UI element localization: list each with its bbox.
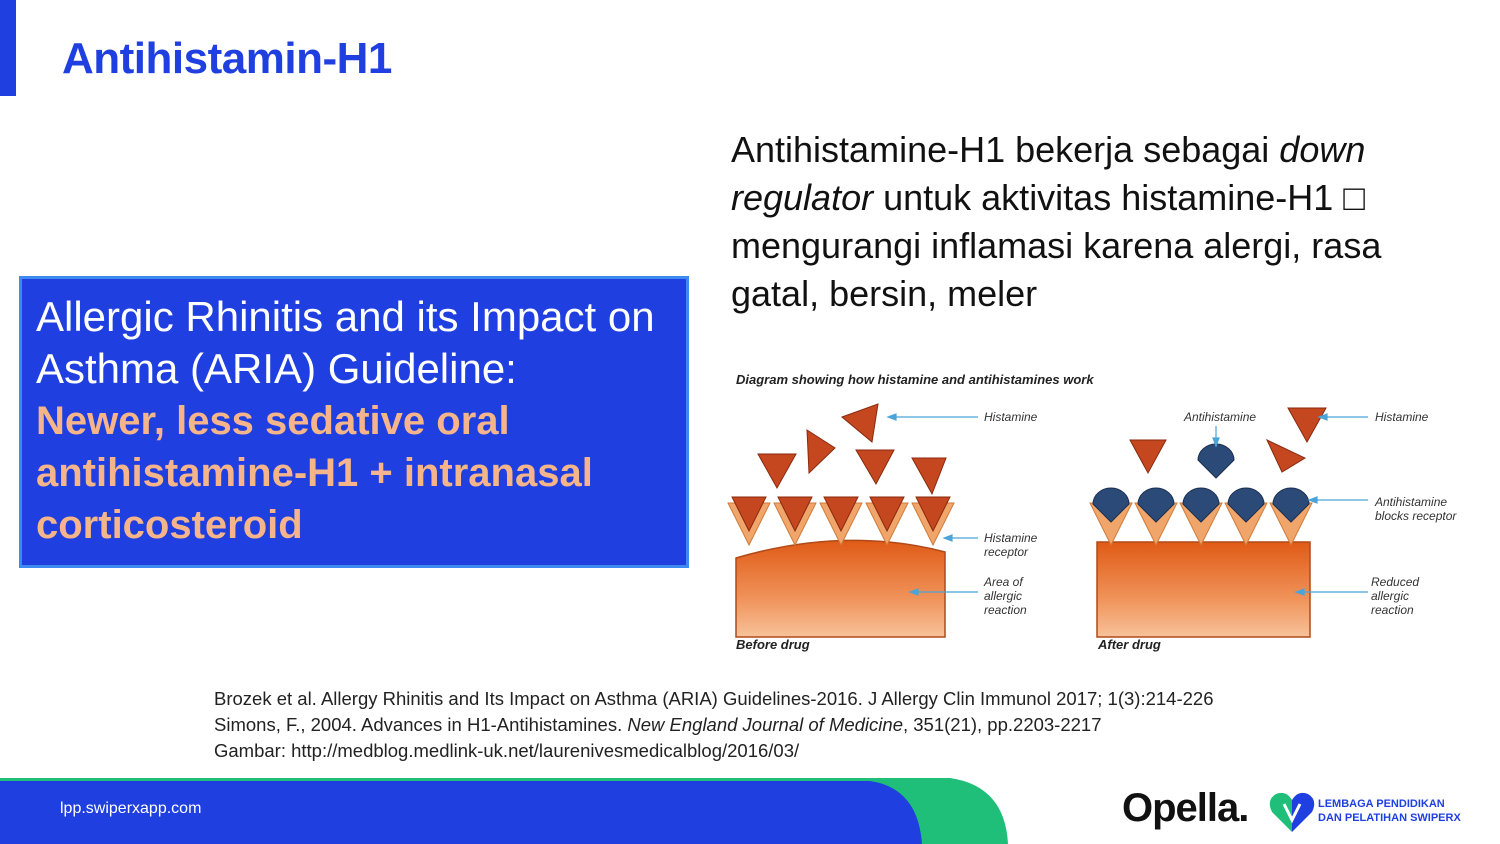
reference-1: Brozek et al. Allergy Rhinitis and Its Impact on Asthma (ARIA) Guidelines-2016. J Allergy Clin Immunol 2017; 1(3):214-226: [214, 688, 1214, 709]
before-area-label-3: reaction: [984, 603, 1027, 617]
footer-url: lpp.swiperxapp.com: [60, 800, 202, 817]
after-reduced-label-1: Reduced: [1371, 575, 1420, 589]
before-receptor-label-2: receptor: [984, 545, 1029, 559]
slide-title: Antihistamin-H1: [62, 34, 392, 83]
before-caption: Before drug: [736, 637, 810, 652]
after-blocks-label-2: blocks receptor: [1375, 509, 1457, 523]
after-antihistamine-label: Antihistamine: [1184, 410, 1257, 424]
after-reduced-label-2: allergic: [1371, 589, 1410, 603]
before-tissue: [736, 540, 945, 637]
after-caption: After drug: [1098, 637, 1161, 652]
aria-guideline-heading: Allergic Rhinitis and its Impact on Asthma (ARIA) Guideline:: [36, 293, 655, 392]
aria-guideline-box: [19, 276, 689, 568]
diagram-title: Diagram showing how histamine and antihistamines work: [736, 372, 1094, 387]
before-area-label-1: Area of: [984, 575, 1023, 589]
left-accent-bar: [0, 0, 16, 96]
after-blocks-label-1: Antihistamine: [1375, 495, 1448, 509]
reference-2: Simons, F., 2004. Advances in H1-Antihistamines. New England Journal of Medicine, 351(21), pp.2203-2217: [214, 714, 1102, 735]
heart-logo-icon: [1268, 790, 1316, 834]
after-free-antihistamine: [1198, 444, 1234, 478]
reference-3: Gambar: http://medblog.medlink-uk.net/laurenivesmedicalblog/2016/03/: [214, 740, 800, 761]
description-text: Antihistamine-H1 bekerja sebagai down regulator untuk aktivitas histamine-H1 □ mengurangi inflamasi karena alergi, rasa gatal, bersin, meler: [731, 129, 1382, 314]
arrow-glyph: □: [1343, 177, 1366, 218]
before-receptor-label-1: Histamine: [984, 531, 1038, 545]
after-reduced-label-3: reaction: [1371, 603, 1414, 617]
after-tissue: [1097, 542, 1310, 637]
before-histamine-label: Histamine: [984, 410, 1038, 424]
lpp-logo-text: LEMBAGA PENDIDIKAN DAN PELATIHAN SWIPERX: [1318, 798, 1461, 824]
opella-logo: Opella.: [1122, 786, 1249, 830]
histamine-diagram: [720, 360, 1490, 660]
aria-recommendation: Newer, less sedative oral antihistamine-H1 + intranasal corticosteroid: [36, 399, 593, 547]
references: [214, 686, 1213, 764]
after-histamine-label: Histamine: [1375, 410, 1429, 424]
before-area-label-2: allergic: [984, 589, 1023, 603]
